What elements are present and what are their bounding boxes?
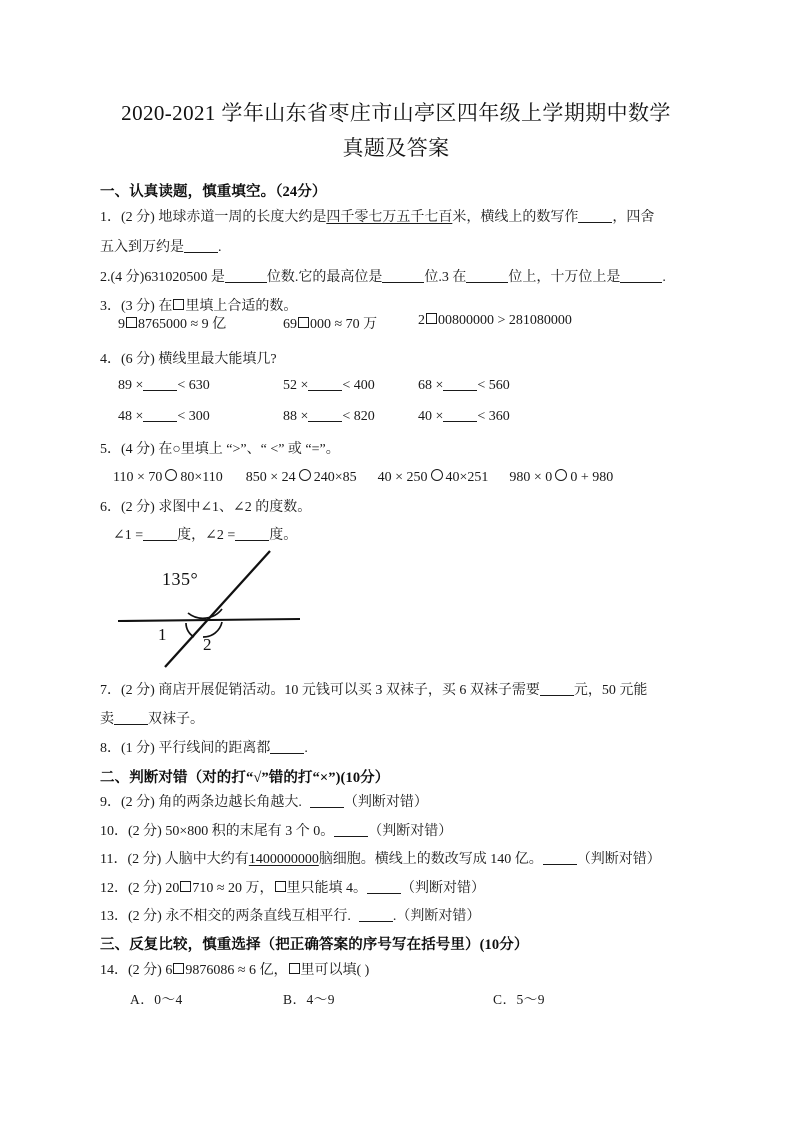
question-4-blank-3[interactable] [443, 390, 477, 391]
question-2-blank-4[interactable] [620, 282, 662, 283]
q13-pre: 13．(2 分) 永不相交的两条直线互相平行. [100, 909, 351, 924]
section-heading-two: 二、判断对错（对的打“√”错的打“×”)(10分） [100, 770, 390, 786]
circle-blank-icon[interactable] [165, 469, 177, 481]
q10-pre: 10．(2 分) 50×800 积的末尾有 3 个 0。 [100, 824, 335, 839]
q6-answer-post: 度。 [269, 528, 298, 543]
q5-item3-right: 40×251 [445, 470, 489, 485]
q3-item2-post: 000 ≈ 70 万 [310, 317, 378, 332]
question-1-line1 [100, 208, 654, 228]
question-1-lead: 1．(2 分) 地球赤道一周的长度大约是 [100, 210, 327, 225]
q4r2i1-post: < 300 [177, 409, 210, 424]
option-b[interactable]: B．4～9 [283, 992, 336, 1007]
question-11-underlined-number: 1400000000 [248, 852, 319, 867]
circle-blank-icon[interactable] [555, 469, 567, 481]
question-7-blank-2[interactable] [114, 724, 148, 725]
q3-item1-post: 8765000 ≈ 9 亿 [138, 317, 227, 332]
q12-post: （判断对错） [401, 881, 486, 896]
circle-blank-icon[interactable] [431, 469, 443, 481]
q12-pre: 12．(2 分) 20 [100, 881, 180, 896]
question-9 [100, 793, 428, 813]
question-7-line1 [100, 681, 647, 701]
question-10-blank[interactable] [334, 836, 368, 837]
question-2-p5: . [662, 270, 666, 285]
q4r1i1-post: < 630 [177, 378, 210, 393]
angle-label-135: 135° [162, 569, 199, 589]
question-1-blank-2[interactable] [184, 252, 218, 253]
question-11 [100, 850, 661, 870]
q4r2i3-pre: 40 × [418, 409, 444, 424]
q4r2i2-pre: 88 × [283, 409, 309, 424]
q14-pre: 14．(2 分) 6 [100, 963, 173, 978]
question-2-blank-3[interactable] [466, 282, 508, 283]
q4r2i1-pre: 48 × [118, 409, 144, 424]
question-10 [100, 822, 452, 842]
option-c[interactable]: C．5～9 [493, 992, 546, 1007]
q5-item2-left: 850 × 24 [245, 470, 296, 485]
question-12 [100, 879, 485, 899]
question-8-blank[interactable] [270, 753, 304, 754]
section-heading-one: 一、认真读题，慎重填空。（24分） [100, 184, 327, 200]
q3-item3-pre: 2 [418, 313, 425, 328]
q8-post: . [304, 741, 308, 756]
question-3-prompt-pre: 3．(3 分) 在 [100, 299, 173, 314]
question-2-p2: 位数.它的最高位是 [266, 270, 383, 285]
q5-item2-right: 240×85 [313, 470, 357, 485]
q14-mid: 9876086 ≈ 6 亿， [185, 963, 288, 978]
q5-item4-left: 980 × 0 [509, 470, 553, 485]
q3-item1-pre: 9 [118, 317, 125, 332]
question-6-blank-angle2[interactable] [235, 540, 269, 541]
q5-item1-left: 110 × 70 [113, 470, 163, 485]
q9-pre: 9．(2 分) 角的两条边越长角越大. [100, 795, 302, 810]
q10-post: （判断对错） [368, 824, 453, 839]
q3-item2-pre: 69 [283, 317, 297, 332]
question-1-line2-pre: 五入到万约是 [100, 240, 184, 255]
angle-diagram-svg [110, 545, 340, 670]
question-4-item-4 [118, 409, 210, 425]
question-2 [100, 268, 666, 288]
q12-mid2: 里只能填 4。 [286, 881, 368, 896]
question-2-p1: 2.(4 分)631020500 是 [100, 270, 225, 285]
q7-line1-pre: 7．(2 分) 商店开展促销活动。10 元钱可以买 3 双袜子，买 6 双袜子需要 [100, 683, 540, 698]
question-4-blank-5[interactable] [308, 421, 342, 422]
question-4-item-1 [118, 378, 210, 394]
angle-label-1: 1 [158, 625, 167, 644]
question-14 [100, 961, 369, 981]
q6-answer-pre: ∠1 = [113, 528, 144, 543]
q8-pre: 8．(1 分) 平行线间的距离都 [100, 741, 271, 756]
question-11-blank[interactable] [543, 864, 577, 865]
question-13 [100, 907, 480, 927]
question-2-blank-2[interactable] [382, 282, 424, 283]
q7-line1-post: 元，50 元能 [573, 683, 648, 698]
question-6-blank-angle1[interactable] [143, 540, 177, 541]
angle-label-2: 2 [203, 635, 212, 654]
q13-post: .（判断对错） [392, 909, 481, 924]
q4r1i2-post: < 400 [342, 378, 375, 393]
q4r1i2-pre: 52 × [283, 378, 309, 393]
question-4-blank-1[interactable] [143, 390, 177, 391]
q3-item3-post: 00800000 > 281080000 [438, 313, 572, 328]
q4r2i3-post: < 360 [477, 409, 510, 424]
q11-pre: 11．(2 分) 人脑中大约有 [100, 852, 249, 867]
page-title-line2: 真题及答案 [342, 136, 450, 160]
q4r1i3-pre: 68 × [418, 378, 444, 393]
q14-mid2: 里可以填( ) [300, 963, 370, 978]
square-box-icon[interactable] [173, 963, 184, 974]
q5-item1-right: 80×110 [180, 470, 223, 485]
q11-mid: 脑细胞。横线上的数改写成 140 亿。 [318, 852, 543, 867]
square-box-icon [289, 963, 300, 974]
question-1-blank-1[interactable] [578, 222, 612, 223]
q4r1i3-post: < 560 [477, 378, 510, 393]
question-2-p4: 位上，十万位上是 [508, 270, 621, 285]
question-1-tail: ，四舍 [612, 210, 655, 225]
question-8 [100, 739, 308, 759]
question-12-blank[interactable] [367, 893, 401, 894]
question-3-item-1 [118, 313, 226, 333]
square-box-icon [173, 299, 184, 310]
q5-item3-left: 40 × 250 [377, 470, 428, 485]
question-4-blank-4[interactable] [143, 421, 177, 422]
square-box-icon[interactable] [298, 317, 309, 328]
question-13-blank[interactable] [359, 921, 393, 922]
question-4-item-2 [283, 378, 375, 394]
question-1-line2-post: . [218, 240, 222, 255]
q5-item4-right: 0 + 980 [570, 470, 614, 485]
question-4-item-3 [418, 378, 510, 394]
question-4-blank-2[interactable] [308, 390, 342, 391]
question-4-item-6 [418, 409, 510, 425]
question-4-blank-6[interactable] [443, 421, 477, 422]
question-7-line2 [100, 710, 204, 730]
question-2-p3: 位.3 在 [424, 270, 467, 285]
q6-answer-mid: 度，∠2 = [177, 528, 236, 543]
square-box-icon[interactable] [126, 317, 137, 328]
question-1-mid: 米，横线上的数写作 [452, 210, 579, 225]
q12-mid: 710 ≈ 20 万， [192, 881, 274, 896]
question-5-items [113, 468, 613, 488]
question-6-answer-line [113, 526, 297, 546]
q9-post: （判断对错） [343, 795, 428, 810]
section-heading-three: 三、反复比较，慎重选择（把正确答案的序号写在括号里）(10分） [100, 937, 529, 953]
question-6-prompt: 6．(2 分) 求图中∠1、∠2 的度数。 [100, 500, 312, 515]
q7-line2-pre: 卖 [100, 712, 114, 727]
square-box-icon[interactable] [180, 881, 191, 892]
question-5-prompt: 5．(4 分) 在○里填上 “>”、“ <” 或 “=”。 [100, 442, 340, 457]
question-1-line2 [100, 238, 222, 258]
q4r1i1-pre: 89 × [118, 378, 144, 393]
option-a[interactable]: A．0～4 [130, 992, 183, 1007]
circle-blank-icon[interactable] [299, 469, 311, 481]
question-4-prompt: 4．(6 分) 横线里最大能填几? [100, 352, 277, 367]
q4r2i2-post: < 820 [342, 409, 375, 424]
question-2-blank-1[interactable] [225, 282, 267, 283]
q7-line2-post: 双袜子。 [148, 712, 204, 727]
page-title-line1: 2020-2021 学年山东省枣庄市山亭区四年级上学期期中数学 [121, 101, 671, 125]
angle-diagram [110, 545, 340, 670]
question-3-prompt-post: 里填上合适的数。 [185, 299, 298, 314]
question-4-item-5 [283, 409, 375, 425]
q11-post: （判断对错） [576, 852, 661, 867]
question-3-item-3 [418, 313, 572, 329]
question-7-blank-1[interactable] [540, 695, 574, 696]
question-1-underlined-number: 四千零七万五千七百 [326, 210, 453, 225]
square-box-icon [275, 881, 286, 892]
question-9-blank[interactable] [310, 807, 344, 808]
square-box-icon[interactable] [426, 313, 437, 324]
question-3-item-2 [283, 313, 377, 333]
